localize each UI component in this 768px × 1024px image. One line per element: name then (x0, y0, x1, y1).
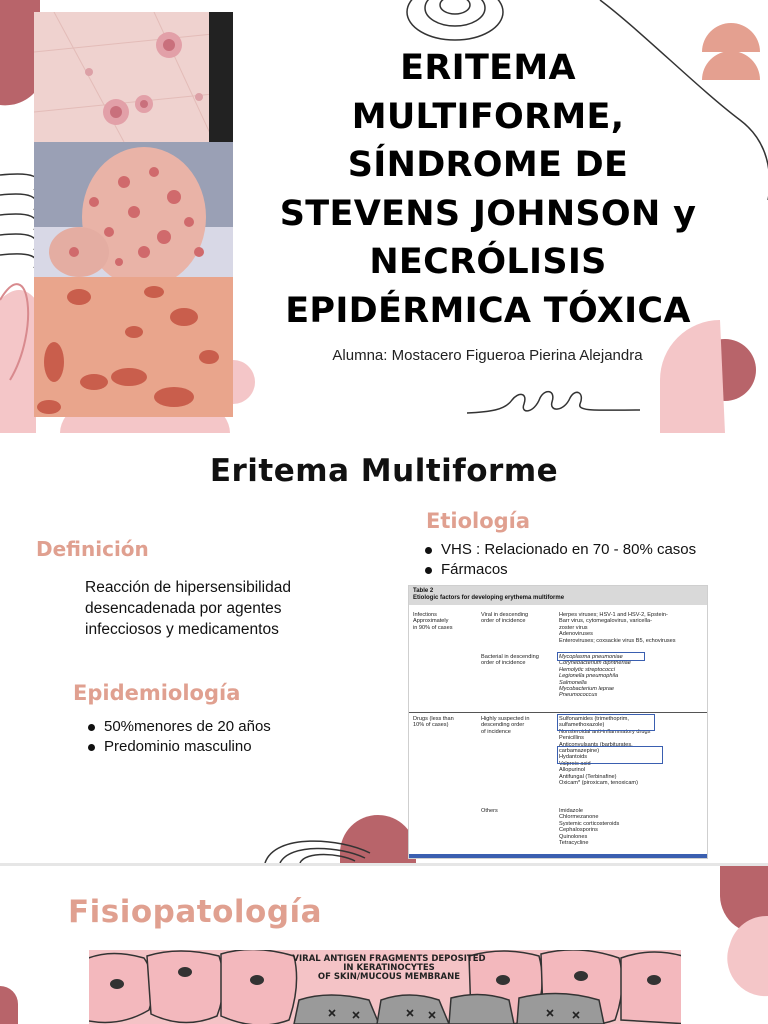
definition-heading: Definición (36, 537, 149, 561)
title-line-4: STEVENS JOHNSON y (279, 193, 697, 234)
title-line-5: NECRÓLISIS (369, 242, 607, 282)
table-cell: Mycoplasma pneumoniae Corynebacterium diphtheriae Hemolytic streptococci Legionella pneumophila Salmonella Mycobacterium leprae Pneumococcus (559, 654, 631, 699)
slide-eritema-multiforme (0, 433, 768, 863)
table-cell: Imidazole Chlormezanone Systemic corticosteroids Cephalosporins Quinolones Tetracycline (559, 808, 620, 847)
etiology-heading: Etiología (426, 509, 531, 533)
etiology-list (423, 540, 753, 580)
table-cell: Viral in descending order of incidence (481, 612, 529, 625)
title-line-1: ERITEMA (400, 48, 576, 88)
photo-skin-lesions (34, 277, 233, 417)
title-line-3: SÍNDROME DE (347, 145, 629, 185)
table-cell: Sulfonamides (trimethoprim, sulfamethoxazole) Nonsteroidal anti-inflammatory drugs Penicillins Anticonvulsants (barbiturates, carbamazepine) Hydantoids Valproic acid Allopurinol Antifungal (Terbinafine) Oxicam* (piroxicam, tenoxicam) (559, 716, 651, 787)
illustration-caption-line: IN KERATINOCYTES (343, 963, 435, 973)
epidemiology-list (86, 717, 346, 757)
title-line-6: EPIDÉRMICA TÓXICA (285, 290, 691, 331)
table-cell: Drugs (less than 10% of cases) (413, 716, 454, 729)
table-caption: Etiologic factors for developing erythema multiforme (413, 595, 565, 601)
table-bottom-bar (409, 854, 708, 858)
slide-title (0, 0, 768, 433)
slide-title: Fisiopatología (68, 894, 323, 930)
list-item: Predominio masculino (86, 737, 346, 757)
etiologic-factors-table (408, 585, 708, 859)
highlight-box (557, 746, 663, 764)
title-line-2: MULTIFORME, (351, 96, 625, 137)
pathophysiology-illustration (89, 950, 681, 1024)
keratinocyte-cells-drawing (89, 950, 681, 1024)
student-name: Alumna: Mostacero Figueroa Pierina Alejandra (332, 347, 643, 364)
list-item: Fármacos (423, 560, 753, 580)
definition-line: desencadenada por agentes (85, 600, 282, 617)
slide-title: Eritema Multiforme (209, 453, 559, 489)
highlight-box (557, 714, 655, 731)
table-label: Table 2 (413, 588, 434, 594)
table-cell: Highly suspected in descending order of incidence (481, 716, 530, 735)
list-item: VHS : Relacionado en 70 - 80% casos (423, 540, 753, 560)
table-divider (409, 712, 708, 713)
photo-child-rash (34, 142, 233, 277)
slide-fisiopatologia (0, 866, 768, 1024)
definition-line: infecciosos y medicamentos (85, 621, 279, 638)
table-cell: Herpes viruses; HSV-1 and HSV-2, Epstein- Barr virus, cytomegalovirus, varicella- zoster virus Adenoviruses Enteroviruses; coxsackie virus B5, echoviruses (559, 612, 676, 644)
photo-target-lesions (34, 12, 233, 142)
table-header (409, 586, 707, 605)
list-item: 50%menores de 20 años (86, 717, 346, 737)
epidemiology-heading: Epidemiología (73, 681, 241, 705)
definition-line: Reacción de hipersensibilidad (85, 579, 291, 596)
table-cell: Infections Approximately in 90% of cases (413, 612, 453, 631)
presentation-title (238, 44, 738, 335)
definition-text (85, 577, 345, 640)
table-cell: Others (481, 808, 498, 814)
illustration-caption-line: OF SKIN/MUCOUS MEMBRANE (317, 972, 461, 982)
table-cell: Bacterial in descending order of incidence (481, 654, 539, 667)
illustration-caption-line: VIRAL ANTIGEN FRAGMENTS DEPOSITED (292, 954, 486, 964)
highlight-box (557, 652, 645, 661)
